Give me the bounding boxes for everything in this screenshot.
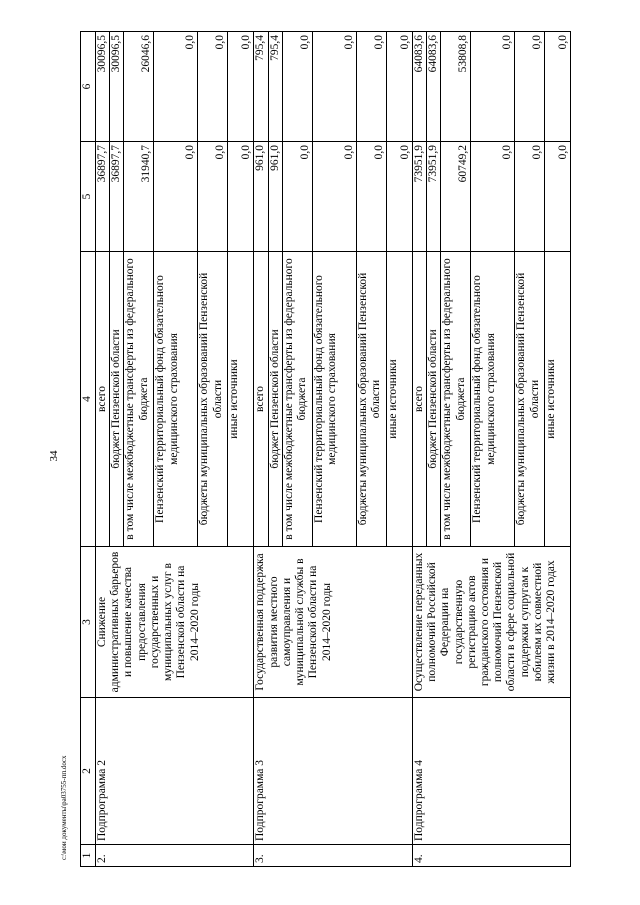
value-col6: 0,0 (282, 32, 312, 142)
value-col5: 0,0 (228, 142, 254, 252)
header-cell: 5 (81, 142, 96, 252)
value-col6: 795,4 (254, 32, 268, 142)
value-col6: 64083,6 (412, 32, 426, 142)
funding-source: иные источники (386, 252, 412, 547)
value-col6: 0,0 (228, 32, 254, 142)
funding-source: Пензенский территориальный фонд обязательного медицинского страхования (471, 252, 515, 547)
value-col6: 0,0 (515, 32, 545, 142)
value-col6: 795,4 (268, 32, 282, 142)
row-number: 3. (254, 845, 412, 867)
subprogram-title: Государственная поддержка развития местного самоуправления и муниципальной службы в Пензенской области на 2014–2020 годы (254, 547, 412, 698)
value-col5: 0,0 (356, 142, 386, 252)
value-col5: 0,0 (282, 142, 312, 252)
row-number: 4. (412, 845, 570, 867)
value-col5: 36897,7 (110, 142, 124, 252)
funding-source: в том числе межбюджетные трансферты из федерального бюджета (282, 252, 312, 547)
funding-source: бюджет Пензенской области (268, 252, 282, 547)
value-col5: 0,0 (545, 142, 571, 252)
value-col6: 0,0 (545, 32, 571, 142)
funding-source: бюджет Пензенской области (427, 252, 441, 547)
header-cell: 6 (81, 32, 96, 142)
value-col5: 73951,9 (427, 142, 441, 252)
value-col5: 60749,2 (441, 142, 471, 252)
table-row (254, 32, 268, 867)
value-col6: 30096,5 (110, 32, 124, 142)
value-col6: 0,0 (471, 32, 515, 142)
funding-source: иные источники (228, 252, 254, 547)
value-col5: 0,0 (471, 142, 515, 252)
value-col6: 53808,8 (441, 32, 471, 142)
header-row (81, 32, 96, 867)
page-number: 34 (48, 450, 60, 462)
footer-file-path: c:\мои документы\ра03755-пп.docx (60, 755, 68, 860)
value-col5: 73951,9 (412, 142, 426, 252)
value-col5: 0,0 (386, 142, 412, 252)
header-cell: 3 (81, 547, 96, 698)
value-col5: 0,0 (515, 142, 545, 252)
value-col6: 0,0 (312, 32, 356, 142)
value-col6: 26046,6 (124, 32, 154, 142)
funding-source: бюджет Пензенской области (110, 252, 124, 547)
funding-source: Пензенский территориальный фонд обязательного медицинского страхования (154, 252, 198, 547)
value-col5: 0,0 (198, 142, 228, 252)
budget-table (80, 31, 571, 867)
funding-source: всего (412, 252, 426, 547)
row-number: 2. (96, 845, 254, 867)
value-col6: 0,0 (386, 32, 412, 142)
funding-source: бюджеты муниципальных образований Пензенской области (356, 252, 386, 547)
value-col6: 0,0 (198, 32, 228, 142)
value-col6: 30096,5 (96, 32, 110, 142)
value-col5: 0,0 (312, 142, 356, 252)
value-col5: 961,0 (268, 142, 282, 252)
subprogram-title: Осуществление переданных полномочий Российской Федерации на государственную регистрацию актов гражданского состояния и полномочий Пензенской области в сфере социальной поддержки супругам к юбилеям их совместной жизни в 2014–2020 годах (412, 547, 570, 698)
header-cell: 2 (81, 698, 96, 845)
funding-source: всего (96, 252, 110, 547)
table-row (96, 32, 110, 867)
funding-source: иные источники (545, 252, 571, 547)
subprogram-name: Подпрограмма 2 (96, 698, 254, 845)
funding-source: бюджеты муниципальных образований Пензенской области (515, 252, 545, 547)
rotated-table-wrapper (80, 32, 602, 867)
funding-source: всего (254, 252, 268, 547)
value-col5: 31940,7 (124, 142, 154, 252)
funding-source: Пензенский территориальный фонд обязательного медицинского страхования (312, 252, 356, 547)
header-cell: 1 (81, 845, 96, 867)
value-col6: 0,0 (356, 32, 386, 142)
funding-source: бюджеты муниципальных образований Пензенской области (198, 252, 228, 547)
header-cell: 4 (81, 252, 96, 547)
funding-source: в том числе межбюджетные трансферты из федерального бюджета (124, 252, 154, 547)
funding-source: в том числе межбюджетные трансферты из федерального бюджета (441, 252, 471, 547)
value-col5: 0,0 (154, 142, 198, 252)
subprogram-name: Подпрограмма 3 (254, 698, 412, 845)
subprogram-name: Подпрограмма 4 (412, 698, 570, 845)
value-col5: 36897,7 (96, 142, 110, 252)
value-col6: 0,0 (154, 32, 198, 142)
subprogram-title: Снижение административных барьеров и повышение качества предоставления государственных и муниципальных услуг в Пензенской области на 2014–2020 годы (96, 547, 254, 698)
table-row (412, 32, 426, 867)
value-col5: 961,0 (254, 142, 268, 252)
value-col6: 64083,6 (427, 32, 441, 142)
